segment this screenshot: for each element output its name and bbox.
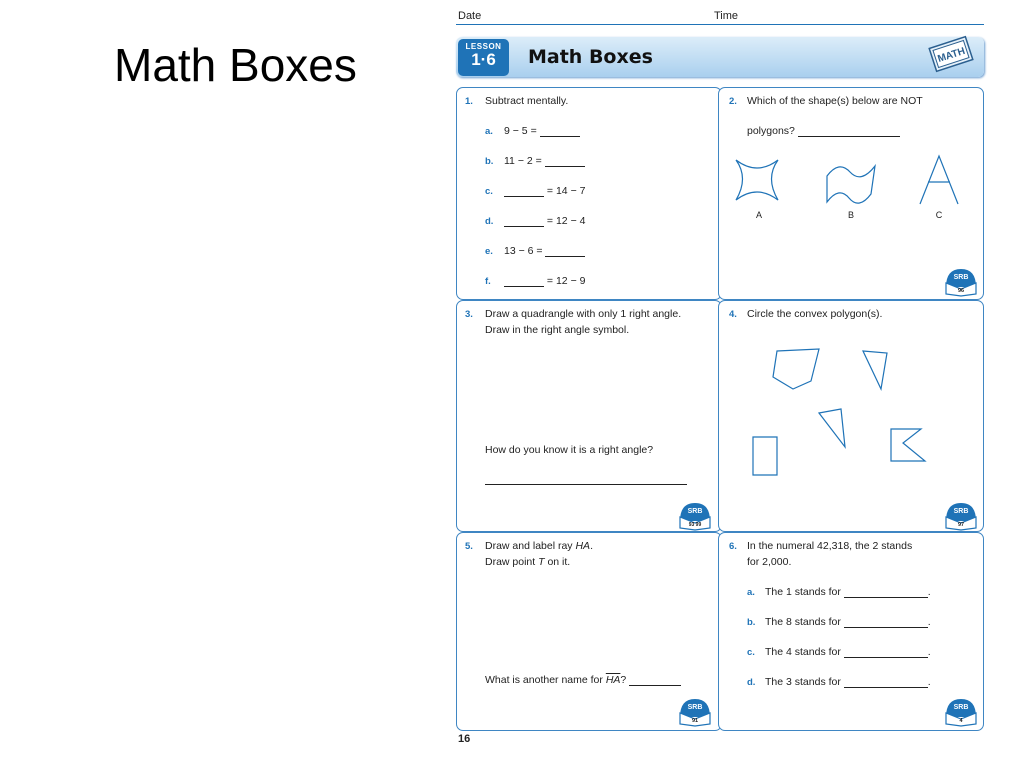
math-box-3: [456, 300, 722, 532]
shape-b-wavy: [827, 166, 875, 203]
srb-pages: 97: [957, 522, 965, 528]
q1e-answer-blank[interactable]: [545, 246, 585, 257]
q2-line1: Which of the shape(s) below are NOT: [747, 95, 923, 107]
worksheet: [452, 0, 987, 768]
q6-number: 6.: [729, 541, 737, 552]
q1b-label: b.: [485, 156, 494, 167]
math-box-5: [456, 532, 722, 731]
q5-line2: [485, 556, 570, 568]
polygon-concave: [891, 429, 925, 461]
srb-pages: 4: [959, 718, 963, 724]
q1f-answer-blank[interactable]: [504, 276, 544, 287]
q1a-expression: 9 − 5 =: [504, 125, 537, 137]
q1-number: 1.: [465, 96, 473, 107]
q1e-label: e.: [485, 246, 493, 257]
q6c-answer-blank[interactable]: [844, 647, 928, 658]
q5-answer-blank[interactable]: [629, 675, 681, 686]
q1b-expression: 11 − 2 =: [504, 155, 542, 167]
q5-ray-name: HA: [575, 540, 591, 552]
q1b-row: [504, 155, 585, 167]
q5-question-text: What is another name for: [485, 674, 606, 686]
q1c-expression: = 14 − 7: [546, 185, 586, 197]
q6b-label: b.: [747, 617, 756, 628]
q6a-label: a.: [747, 587, 755, 598]
shape-a-star: [736, 160, 778, 200]
q1-text: Subtract mentally.: [485, 95, 569, 107]
srb-book-icon: [943, 693, 979, 727]
q5-question-ray: $\overline{HA}$: [605, 674, 621, 686]
lesson-badge: [458, 39, 509, 76]
math-box-6: [718, 532, 984, 731]
q5-line2-text: Draw point: [485, 556, 539, 568]
srb-label: SRB: [687, 508, 703, 515]
q6b-period: .: [927, 616, 931, 628]
srb-pages: 93 99: [688, 522, 702, 528]
q5-line2-end: on it.: [544, 556, 571, 568]
q1a-row: [504, 125, 580, 137]
math-box-1: [456, 87, 722, 300]
q6a-answer-blank[interactable]: [844, 587, 928, 598]
lesson-number: 1·6: [471, 50, 496, 69]
q6d-answer-blank[interactable]: [844, 677, 928, 688]
q2-line2-row: [747, 125, 900, 137]
srb-book-icon: [677, 693, 713, 727]
srb-book-icon: [677, 497, 713, 531]
q2-number: 2.: [729, 96, 737, 107]
srb-label: SRB: [953, 704, 969, 711]
srb-label: SRB: [953, 508, 969, 515]
q6d-period: .: [927, 676, 931, 688]
date-label: Date: [458, 10, 482, 22]
header-rule: [456, 24, 984, 25]
srb-book-icon: [943, 497, 979, 531]
q5-line1: [485, 540, 593, 552]
srb-label: SRB: [687, 704, 703, 711]
q6b-row: [765, 616, 931, 628]
q1d-expression: = 12 − 4: [546, 215, 586, 227]
q5-line1-period: .: [590, 540, 593, 552]
polygon-pentagon: [773, 349, 819, 389]
q1d-label: d.: [485, 216, 494, 227]
q1d-row: [504, 215, 585, 227]
math-box-2: [718, 87, 984, 300]
q1d-answer-blank[interactable]: [504, 216, 544, 227]
q5-line1-text: Draw and label ray: [485, 540, 576, 552]
q6-line1: In the numeral 42,318, the 2 stands: [747, 540, 913, 552]
q1f-row: [504, 275, 585, 287]
polygon-triangle-2: [819, 409, 845, 447]
shape-c-label: C: [935, 210, 943, 220]
q6c-period: .: [927, 646, 931, 658]
q3-line2: Draw in the right angle symbol.: [485, 324, 630, 336]
polygon-triangle-1: [863, 351, 887, 389]
q6c-row: [765, 646, 931, 658]
q5-number: 5.: [465, 541, 473, 552]
polygon-rectangle: [753, 437, 777, 475]
math-logo-icon: [926, 34, 976, 74]
q6d-row: [765, 676, 931, 688]
q6-line2: for 2,000.: [747, 556, 792, 568]
q1c-answer-blank[interactable]: [504, 186, 544, 197]
q1f-expression: = 12 − 9: [546, 275, 586, 287]
q6d-label: d.: [747, 677, 756, 688]
q5-point-name: T: [538, 556, 545, 568]
q6d-text: The 3 stands for: [765, 676, 841, 688]
math-logo-text: MATH: [936, 45, 967, 66]
q6a-text: The 1 stands for: [765, 586, 841, 598]
q1a-label: a.: [485, 126, 493, 137]
q3-number: 3.: [465, 309, 473, 320]
banner-title: Math Boxes: [528, 46, 653, 68]
srb-pages: 96: [957, 288, 965, 294]
srb-label: SRB: [953, 274, 969, 281]
slide-title: Math Boxes: [114, 39, 357, 91]
q1c-label: c.: [485, 186, 493, 197]
q4-polygons: [749, 337, 959, 487]
q2-answer-blank[interactable]: [798, 126, 900, 137]
q5-question-mark: ?: [620, 674, 627, 686]
q1a-answer-blank[interactable]: [540, 126, 580, 137]
srb-book-icon: [943, 263, 979, 297]
q1f-label: f.: [485, 276, 491, 287]
page-number: 16: [458, 733, 471, 745]
q3-line1: Draw a quadrangle with only 1 right angle.: [485, 308, 682, 320]
q4-text: Circle the convex polygon(s).: [747, 308, 883, 320]
q1e-row: [504, 245, 585, 257]
q3-question: How do you know it is a right angle?: [485, 444, 654, 456]
time-label: Time: [714, 10, 739, 22]
lesson-word: LESSON: [465, 42, 502, 51]
q6b-answer-blank[interactable]: [844, 617, 928, 628]
q6b-text: The 8 stands for: [765, 616, 841, 628]
q6c-text: The 4 stands for: [765, 646, 841, 658]
shape-b-label: B: [847, 210, 855, 220]
q3-answer-blank[interactable]: [485, 474, 687, 485]
q6a-period: .: [927, 586, 931, 598]
q2-shapes: [733, 154, 969, 226]
math-box-4: [718, 300, 984, 532]
srb-pages: 91: [691, 718, 699, 724]
q2-line2: polygons?: [747, 125, 795, 137]
shape-a-label: A: [755, 210, 763, 220]
q1c-row: [504, 185, 585, 197]
q6a-row: [765, 586, 931, 598]
math-boxes-grid: [452, 87, 984, 731]
q1e-expression: 13 − 6 =: [504, 245, 543, 257]
shape-c-letter-a: [920, 156, 958, 204]
q1b-answer-blank[interactable]: [545, 156, 585, 167]
q6c-label: c.: [747, 647, 755, 658]
q5-question: [485, 674, 681, 686]
q4-number: 4.: [729, 309, 737, 320]
